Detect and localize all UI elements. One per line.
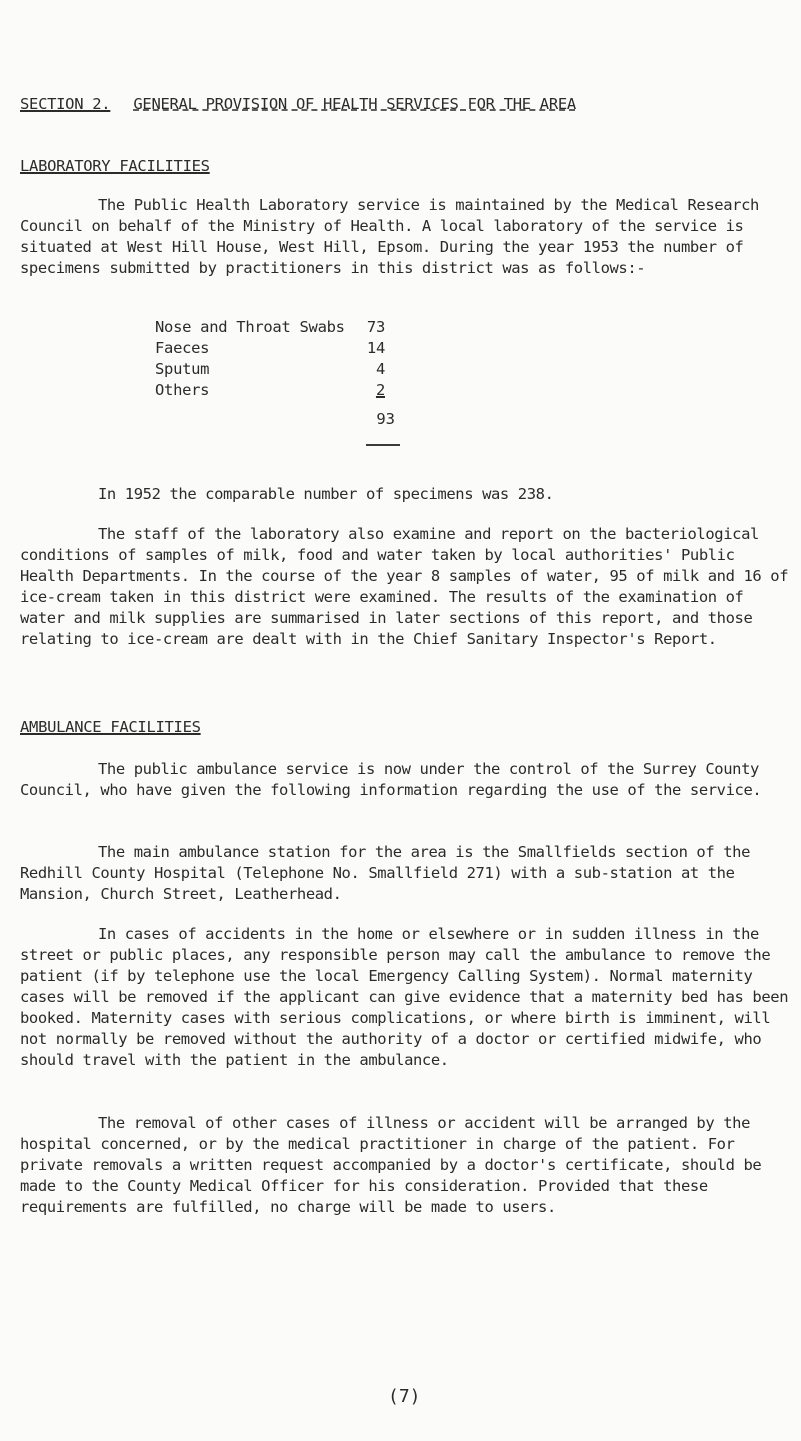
specimen-label: Faeces: [155, 339, 210, 357]
ambulance-removal-text: The removal of other cases of illness or accident will be arranged by the hospital concerned, or by the medical practitioner in charge of the patient. For private removals a written request accompanied by a doctor's certificate, should be made to the County Medical Officer for his consideration. Provided that these requirements are fulfilled, no charge will be made to users.: [20, 1114, 762, 1216]
page-number: (7): [388, 1386, 421, 1407]
laboratory-staff-text: The staff of the laboratory also examine and report on the bacteriological conditions of samples of milk, food and water taken by local authorities' Public Health Departments. In the course of the year 8 samples of water, 95 of milk and 16 of ice-cream taken in this district were examined. The results of the examination of water and milk supplies are summarised in later sections of this report, and those relating to ice-cream are dealt with in the Chief Sanitary Inspector's Report.: [20, 525, 789, 648]
laboratory-intro-text: The Public Health Laboratory service is maintained by the Medical Research Council on behalf of the Ministry of Health. A local laboratory of the service is situated at West Hill House, West Hill, Epsom. During the year 1953 the number of specimens submitted by practitioners in this district was as follows:-: [20, 196, 759, 277]
section-number: SECTION 2.: [20, 95, 111, 113]
table-row: [155, 317, 385, 338]
ambulance-removal-paragraph: [20, 1113, 790, 1218]
ambulance-station-text: The main ambulance station for the area is the Smallfields section of the Redhill County Hospital (Telephone No. Smallfield 271) with a sub-station at the Mansion, Church Street, Leatherhead.: [20, 843, 751, 903]
specimen-label: Others: [155, 381, 210, 399]
ambulance-heading: AMBULANCE FACILITIES: [20, 718, 201, 736]
specimen-count: 14: [366, 339, 385, 357]
ambulance-station-paragraph: [20, 842, 790, 905]
comparison-text: In 1952 the comparable number of specimens was 238.: [98, 485, 554, 503]
ambulance-intro-paragraph: [20, 759, 790, 801]
specimen-count: 4: [375, 360, 385, 378]
laboratory-heading: LABORATORY FACILITIES: [20, 157, 210, 175]
specimen-label: Nose and Throat Swabs: [155, 318, 345, 336]
specimen-label: Sputum: [155, 360, 210, 378]
total-underline: [366, 444, 400, 446]
ambulance-cases-paragraph: [20, 924, 790, 1071]
specimen-total: 93: [376, 410, 395, 428]
laboratory-staff-paragraph: [20, 524, 790, 650]
laboratory-intro-paragraph: [20, 195, 790, 279]
table-row: [155, 380, 385, 401]
specimen-table: [155, 317, 385, 401]
specimen-count: 73: [366, 318, 385, 336]
comparison-paragraph: [20, 484, 790, 505]
table-row: [155, 338, 385, 359]
table-row: [155, 359, 385, 380]
page-header: [20, 94, 576, 115]
ambulance-cases-text: In cases of accidents in the home or elsewhere or in sudden illness in the street or public places, any responsible person may call the ambulance to remove the patient (if by telephone use the local Emergency Calling System). Normal maternity cases will be removed if the applicant can give evidence that a maternity bed has been booked. Maternity cases with serious complications, or where birth is imminent, will not normally be removed without the authority of a doctor or certified midwife, who should travel with the patient in the ambulance.: [20, 925, 789, 1069]
section-title: GENERAL PROVISION OF HEALTH SERVICES FOR THE AREA: [133, 95, 576, 113]
specimen-count: 2: [375, 381, 385, 399]
ambulance-intro-text: The public ambulance service is now under the control of the Surrey County Council, who have given the following information regarding the use of the service.: [20, 760, 762, 799]
